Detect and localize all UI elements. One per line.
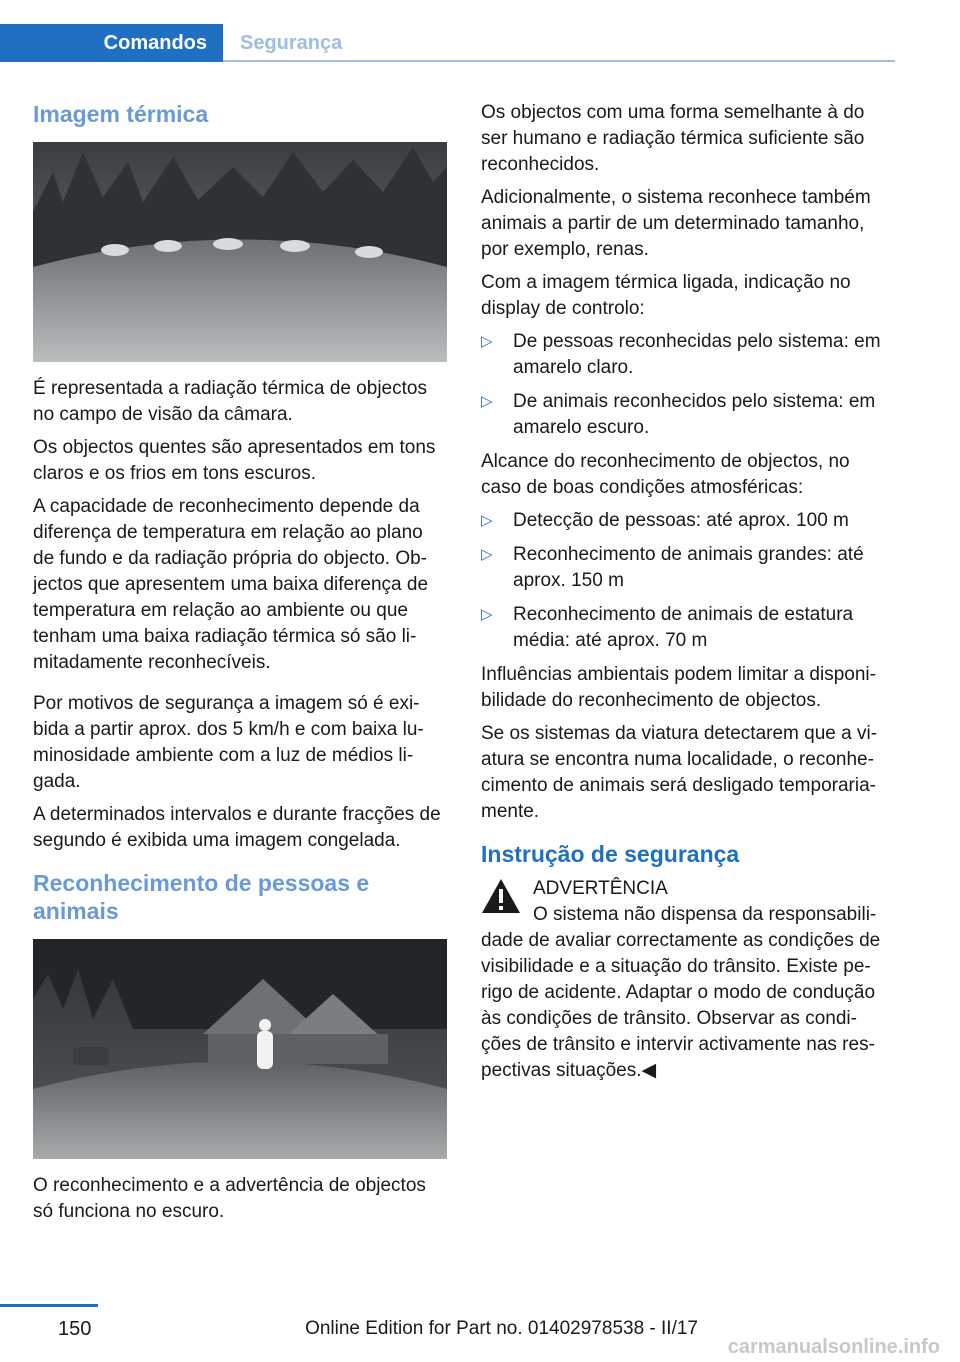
section-title-recognition: Reconhecimento de pessoas e animais — [33, 870, 370, 924]
paragraph: É representada a radiação térmica de objectos no campo de visão da câmara. — [33, 378, 427, 425]
edition-text: Online Edition for Part no. 01402978538 - II/17 — [305, 1318, 698, 1339]
site-watermark: carmanualsonline.info — [727, 1336, 940, 1358]
thermal-image-pedestrian — [33, 939, 447, 1159]
section-title-thermal: Imagem térmica — [33, 101, 209, 127]
tab-comandos[interactable]: Comandos — [0, 24, 223, 62]
paragraph: Com a imagem térmica ligada, indicação no display de controlo: — [481, 272, 851, 319]
section-title-safety: Instrução de segurança — [481, 841, 740, 867]
paragraph: Por motivos de segurança a imagem só é exi‐bida a partir aprox. dos 5 km/h e com baixa lu‐minosidade ambiente com a luz de médios li‐gada. — [33, 693, 424, 792]
list-item: ▷ De pessoas reconhecidas pelo sistema: em amarelo claro. — [481, 331, 881, 378]
left-column — [33, 100, 447, 1232]
paragraph: Os objectos com uma forma semelhante à do ser humano e radiação térmica suficiente são reconhecidos. — [481, 102, 865, 175]
paragraph: Os objectos quentes são apresentados em tons claros e os frios em tons escuros. — [33, 437, 436, 484]
list-item: ▷ Reconhecimento de animais grandes: até aprox. 150 m — [481, 544, 864, 591]
warning-block — [481, 876, 895, 1084]
warning-triangle-icon — [481, 878, 521, 914]
tab-seguranca[interactable]: Segurança — [240, 31, 343, 54]
triangle-bullet-icon: ▷ — [481, 512, 493, 529]
warning-label: ADVERTÊNCIA — [533, 878, 668, 899]
tab-divider — [223, 60, 895, 62]
range-list — [481, 508, 895, 654]
triangle-bullet-icon: ▷ — [481, 546, 493, 563]
paragraph: Alcance do reconhecimento de objectos, no caso de boas condições atmosféricas: — [481, 451, 850, 498]
paragraph: Influências ambientais podem limitar a disponi‐bilidade do reconhecimento de objectos. — [481, 664, 876, 711]
page-number: 150 — [58, 1318, 92, 1340]
paragraph: Se os sistemas da viatura detectarem que a vi‐atura se encontra numa localidade, o reconhe‐cimento de animais será desligado temporaria‐mente. — [481, 723, 878, 822]
triangle-bullet-icon: ▷ — [481, 393, 493, 410]
triangle-bullet-icon: ▷ — [481, 606, 493, 623]
list-item: ▷ De animais reconhecidos pelo sistema: em amarelo escuro. — [481, 391, 876, 438]
footer-rule — [0, 1304, 98, 1307]
thermal-image-animals — [33, 142, 447, 362]
paragraph: O reconhecimento e a advertência de objectos só funciona no escuro. — [33, 1175, 426, 1222]
list-item: ▷ Reconhecimento de animais de estatura média: até aprox. 70 m — [481, 604, 854, 651]
paragraph: A capacidade de reconhecimento depende da diferença de temperatura em relação ao plano de fundo e da radiação própria do objecto. Ob‐jectos que apresentem uma baixa diferença de temperatura em relação ao ambiente ou que tenham uma baixa radiação térmica só são li‐mitadamente reconhecíveis. — [33, 496, 429, 673]
header-tabs — [0, 24, 895, 62]
display-indication-list — [481, 329, 895, 441]
triangle-bullet-icon: ▷ — [481, 333, 493, 350]
list-item: ▷ Detecção de pessoas: até aprox. 100 m — [481, 508, 895, 534]
warning-text: O sistema não dispensa da responsabili‐dade de avaliar correctamente as condições de visibilidade e a situação do trânsito. Existe pe‐rigo de acidente. Adaptar o modo de condução às condições de trânsito. Observar as condi‐ções de trânsito e intervir activamente nas res‐pectivas situações.◀ — [481, 904, 881, 1081]
paragraph: A determinados intervalos e durante fracções de segundo é exibida uma imagem congelada. — [33, 804, 441, 851]
paragraph: Adicionalmente, o sistema reconhece também animais a partir de um determinado tamanho, por exemplo, renas. — [481, 187, 871, 260]
right-column — [481, 100, 895, 1084]
